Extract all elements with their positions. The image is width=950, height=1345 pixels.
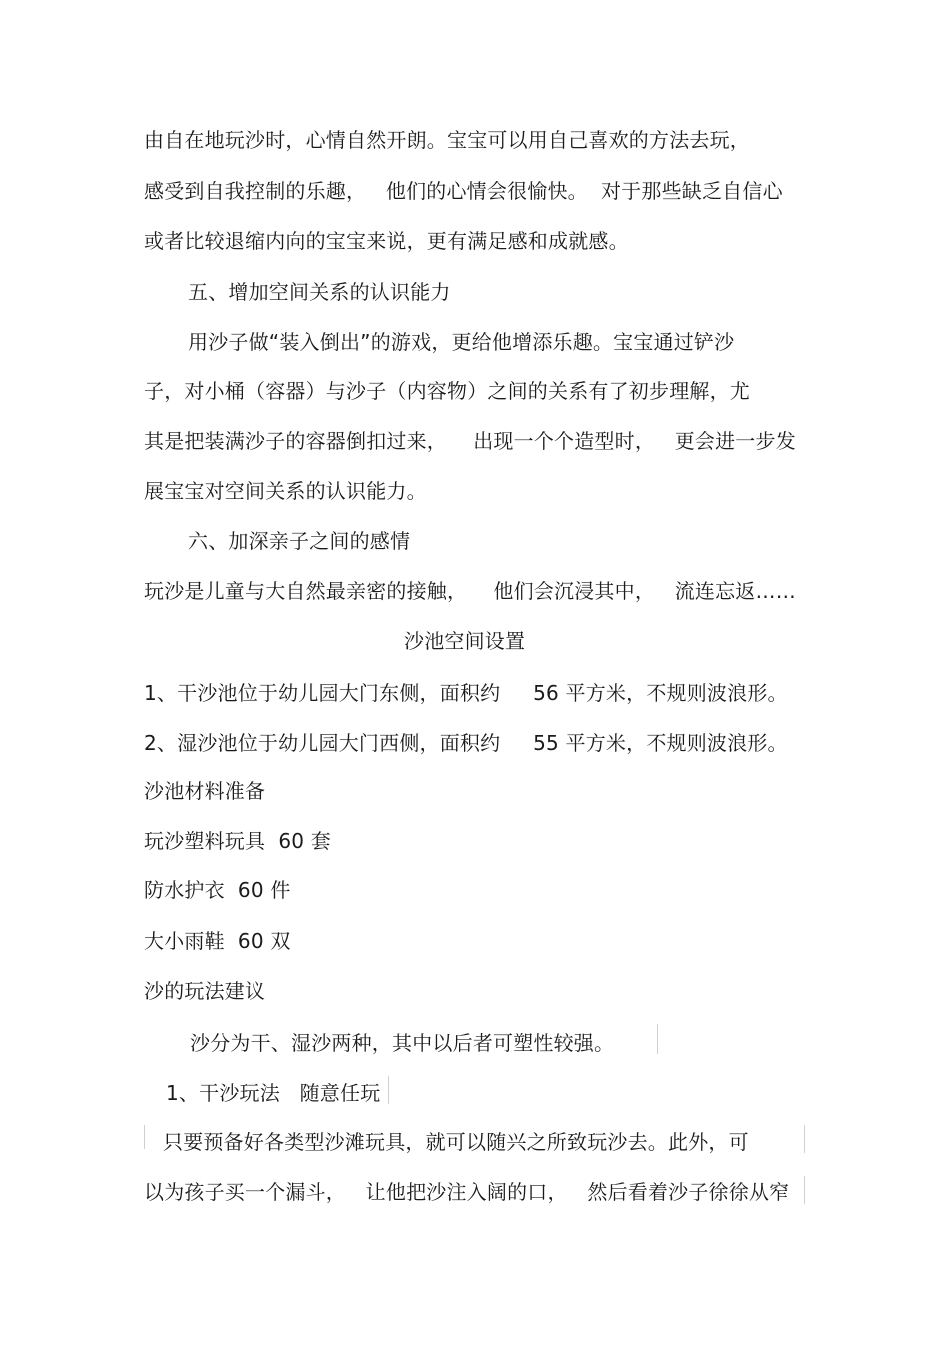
text-line: 展宝宝对空间关系的认识能力。: [144, 479, 427, 503]
text-line: 只要预备好各类型沙滩玩具，就可以随兴之所致玩沙去。此外，可: [163, 1130, 749, 1154]
section-title-materials: 沙池材料准备: [144, 779, 266, 803]
text-line: 感受到自我控制的乐趣， 他们的心情会很愉快。 对于那些缺乏自信心: [144, 179, 783, 203]
list-item: 玩沙塑料玩具 60 套: [144, 829, 331, 853]
section-heading-5: 五、增加空间关系的认识能力: [188, 280, 451, 304]
text-line: 沙分为干、湿沙两种，其中以后者可塑性较强。: [190, 1031, 615, 1055]
subsection-heading: 1、干沙玩法 随意任玩: [166, 1081, 381, 1105]
margin-rule: [804, 1176, 805, 1204]
margin-rule: [388, 1076, 389, 1104]
text-line: 玩沙是儿童与大自然最亲密的接触， 他们会沉浸其中， 流连忘返……: [144, 579, 796, 603]
margin-rule: [144, 1125, 145, 1149]
text-line: 由自在地玩沙时，心情自然开朗。宝宝可以用自己喜欢的方法去玩，: [144, 128, 750, 152]
text-line: 其是把装满沙子的容器倒扣过来， 出现一个个造型时， 更会进一步发: [144, 429, 796, 453]
section-title-play: 沙的玩法建议: [144, 979, 266, 1003]
margin-rule: [657, 1024, 658, 1054]
list-item: 大小雨鞋 60 双: [144, 929, 291, 953]
text-line: 或者比较退缩内向的宝宝来说，更有满足感和成就感。: [144, 229, 629, 253]
margin-rule: [804, 1125, 805, 1153]
list-item: 2、湿沙池位于幼儿园大门西侧，面积约 55 平方米，不规则波浪形。: [144, 731, 788, 755]
text-line: 子，对小桶（容器）与沙子（内容物）之间的关系有了初步理解，尤: [144, 379, 750, 403]
text-line: 以为孩子买一个漏斗， 让他把沙注入阔的口， 然后看着沙子徐徐从窄: [144, 1180, 790, 1204]
section-heading-6: 六、加深亲子之间的感情: [188, 529, 411, 553]
text-line: 用沙子做“装入倒出”的游戏，更给他增添乐趣。宝宝通过铲沙: [188, 330, 735, 354]
list-item: 1、干沙池位于幼儿园大门东侧，面积约 56 平方米，不规则波浪形。: [144, 681, 788, 705]
section-title-space: 沙池空间设置: [404, 629, 526, 653]
list-item: 防水护衣 60 件: [144, 878, 291, 902]
